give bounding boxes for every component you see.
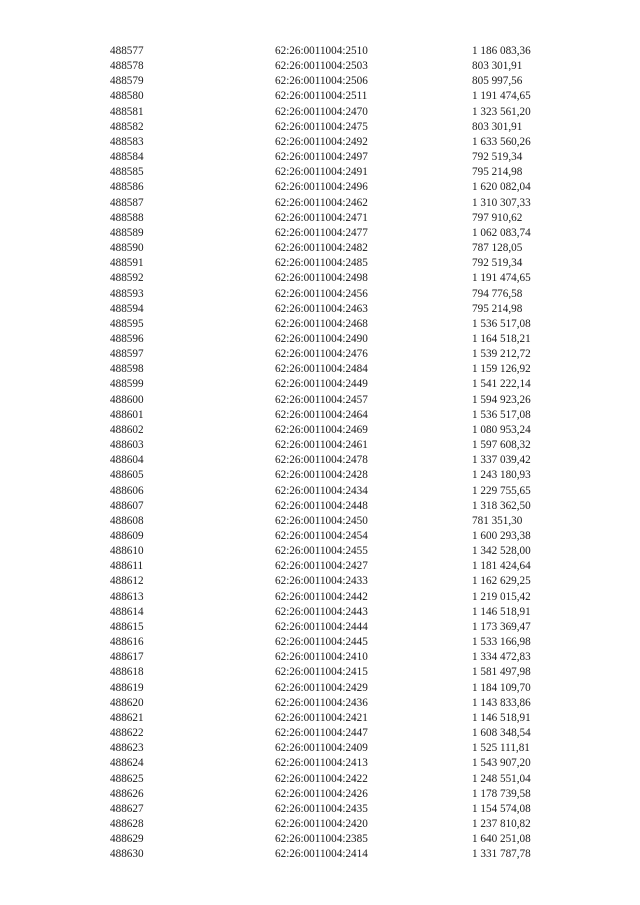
cadastral-value-cell: 1 229 755,65 xyxy=(472,484,531,497)
cadastral-number-cell: 62:26:0011004:2496 xyxy=(275,181,368,194)
cadastral-value-cell: 1 219 015,42 xyxy=(472,590,531,603)
row-number-cell: 488624 xyxy=(110,757,144,770)
cadastral-value-cell: 781 351,30 xyxy=(472,514,523,527)
table-row xyxy=(110,196,592,211)
row-number-cell: 488626 xyxy=(110,787,144,800)
cadastral-value-cell: 1 186 083,36 xyxy=(472,45,531,57)
cadastral-value-cell: 1 536 517,08 xyxy=(472,408,531,421)
cadastral-number-cell: 62:26:0011004:2414 xyxy=(275,848,368,861)
cadastral-number-cell: 62:26:0011004:2413 xyxy=(275,757,368,770)
cadastral-value-cell: 1 248 551,04 xyxy=(472,772,531,785)
cadastral-value-cell: 794 776,58 xyxy=(472,287,523,300)
cadastral-value-cell: 1 342 528,00 xyxy=(472,545,531,558)
table-row xyxy=(110,89,592,104)
row-number-cell: 488628 xyxy=(110,817,144,830)
cadastral-number-cell: 62:26:0011004:2433 xyxy=(275,575,368,588)
table-row xyxy=(110,620,592,635)
table-row xyxy=(110,650,592,665)
table-row xyxy=(110,590,592,605)
cadastral-value-cell: 797 910,62 xyxy=(472,211,523,224)
cadastral-value-cell: 1 334 472,83 xyxy=(472,651,531,664)
cadastral-value-cell: 1 184 109,70 xyxy=(472,681,531,694)
cadastral-number-cell: 62:26:0011004:2490 xyxy=(275,332,368,345)
table-row xyxy=(110,741,592,756)
table-row xyxy=(110,468,592,483)
cadastral-number-cell: 62:26:0011004:2461 xyxy=(275,439,368,452)
table-body xyxy=(110,44,592,862)
table-row xyxy=(110,802,592,817)
cadastral-value-cell: 1 154 574,08 xyxy=(472,802,531,815)
cadastral-number-cell: 62:26:0011004:2385 xyxy=(275,833,368,846)
cadastral-number-cell: 62:26:0011004:2476 xyxy=(275,348,368,361)
cadastral-value-cell: 1 633 560,26 xyxy=(472,135,531,148)
cadastral-value-cell: 1 146 518,91 xyxy=(472,605,531,618)
cadastral-number-cell: 62:26:0011004:2485 xyxy=(275,257,368,270)
cadastral-number-cell: 62:26:0011004:2454 xyxy=(275,530,368,542)
cadastral-value-cell: 1 594 923,26 xyxy=(472,393,531,406)
cadastral-number-cell: 62:26:0011004:2475 xyxy=(275,120,368,133)
table-row xyxy=(110,120,592,135)
table-row xyxy=(110,393,592,408)
table-row xyxy=(110,332,592,347)
row-number-cell: 488629 xyxy=(110,833,144,846)
table-row xyxy=(110,711,592,726)
row-number-cell: 488620 xyxy=(110,696,144,709)
cadastral-value-cell: 1 181 424,64 xyxy=(472,560,531,573)
row-number-cell: 488597 xyxy=(110,348,144,361)
row-number-cell: 488619 xyxy=(110,681,144,694)
cadastral-value-cell: 1 146 518,91 xyxy=(472,711,531,724)
cadastral-number-cell: 62:26:0011004:2426 xyxy=(275,787,368,800)
row-number-cell: 488600 xyxy=(110,393,144,406)
cadastral-value-cell: 1 597 608,32 xyxy=(472,439,531,452)
table-row xyxy=(110,635,592,650)
table-row xyxy=(110,605,592,620)
cadastral-number-cell: 62:26:0011004:2420 xyxy=(275,817,368,830)
cadastral-value-cell: 1 237 810,82 xyxy=(472,817,531,830)
table-row xyxy=(110,241,592,256)
cadastral-number-cell: 62:26:0011004:2435 xyxy=(275,802,368,815)
table-row xyxy=(110,423,592,438)
table-row xyxy=(110,681,592,696)
cadastral-value-cell: 1 533 166,98 xyxy=(472,636,531,649)
table-row xyxy=(110,756,592,771)
table-row xyxy=(110,256,592,271)
table-row xyxy=(110,574,592,589)
row-number-cell: 488630 xyxy=(110,848,144,861)
cadastral-value-cell: 792 519,34 xyxy=(472,257,523,270)
cadastral-number-cell: 62:26:0011004:2434 xyxy=(275,484,368,497)
cadastral-number-cell: 62:26:0011004:2503 xyxy=(275,60,368,73)
table-row xyxy=(110,408,592,423)
table-row xyxy=(110,135,592,150)
cadastral-number-cell: 62:26:0011004:2484 xyxy=(275,363,368,376)
cadastral-value-cell: 1 620 082,04 xyxy=(472,181,531,194)
cadastral-number-cell: 62:26:0011004:2492 xyxy=(275,135,368,148)
cadastral-value-cell: 1 337 039,42 xyxy=(472,454,531,467)
cadastral-number-cell: 62:26:0011004:2422 xyxy=(275,772,368,785)
row-number-cell: 488580 xyxy=(110,90,144,103)
cadastral-number-cell: 62:26:0011004:2445 xyxy=(275,636,368,649)
cadastral-value-cell: 1 318 362,50 xyxy=(472,499,531,512)
cadastral-value-cell: 792 519,34 xyxy=(472,151,523,164)
cadastral-value-cell: 1 536 517,08 xyxy=(472,317,531,330)
row-number-cell: 488622 xyxy=(110,727,144,740)
cadastral-value-cell: 1 162 629,25 xyxy=(472,575,531,588)
row-number-cell: 488625 xyxy=(110,772,144,785)
cadastral-number-cell: 62:26:0011004:2443 xyxy=(275,605,368,618)
cadastral-value-cell: 1 191 474,65 xyxy=(472,272,531,285)
table-row xyxy=(110,772,592,787)
table-row xyxy=(110,696,592,711)
table-row xyxy=(110,665,592,680)
row-number-cell: 488587 xyxy=(110,196,144,209)
cadastral-number-cell: 62:26:0011004:2462 xyxy=(275,196,368,209)
cadastral-value-cell: 1 173 369,47 xyxy=(472,620,531,633)
row-number-cell: 488589 xyxy=(110,226,144,239)
row-number-cell: 488605 xyxy=(110,469,144,482)
cadastral-number-cell: 62:26:0011004:2421 xyxy=(275,711,368,724)
cadastral-number-cell: 62:26:0011004:2442 xyxy=(275,590,368,603)
row-number-cell: 488609 xyxy=(110,530,144,542)
row-number-cell: 488606 xyxy=(110,484,144,497)
row-number-cell: 488596 xyxy=(110,332,144,345)
cadastral-value-cell: 805 997,56 xyxy=(472,75,523,88)
cadastral-value-cell: 1 331 787,78 xyxy=(472,848,531,861)
row-number-cell: 488603 xyxy=(110,439,144,452)
row-number-cell: 488585 xyxy=(110,166,144,179)
cadastral-number-cell: 62:26:0011004:2478 xyxy=(275,454,368,467)
cadastral-number-cell: 62:26:0011004:2469 xyxy=(275,423,368,436)
table-row xyxy=(110,165,592,180)
row-number-cell: 488615 xyxy=(110,620,144,633)
row-number-cell: 488586 xyxy=(110,181,144,194)
table-row xyxy=(110,499,592,514)
cadastral-value-cell: 1 543 907,20 xyxy=(472,757,531,770)
row-number-cell: 488607 xyxy=(110,499,144,512)
cadastral-value-cell: 1 191 474,65 xyxy=(472,90,531,103)
cadastral-value-cell: 1 310 307,33 xyxy=(472,196,531,209)
cadastral-value-cell: 1 080 953,24 xyxy=(472,423,531,436)
cadastral-number-cell: 62:26:0011004:2470 xyxy=(275,105,368,118)
table-row xyxy=(110,211,592,226)
table-row xyxy=(110,105,592,120)
cadastral-number-cell: 62:26:0011004:2498 xyxy=(275,272,368,285)
table-row xyxy=(110,317,592,332)
row-number-cell: 488593 xyxy=(110,287,144,300)
row-number-cell: 488618 xyxy=(110,666,144,679)
table-row xyxy=(110,59,592,74)
cadastral-value-cell: 795 214,98 xyxy=(472,302,523,315)
row-number-cell: 488601 xyxy=(110,408,144,421)
cadastral-value-cell: 1 600 293,38 xyxy=(472,530,531,542)
row-number-cell: 488584 xyxy=(110,151,144,164)
table-row xyxy=(110,44,592,59)
cadastral-number-cell: 62:26:0011004:2482 xyxy=(275,242,368,255)
table-row xyxy=(110,74,592,89)
row-number-cell: 488623 xyxy=(110,742,144,755)
table-row xyxy=(110,817,592,832)
table-row xyxy=(110,514,592,529)
cadastral-value-cell: 1 323 561,20 xyxy=(472,105,531,118)
cadastral-value-cell: 1 143 833,86 xyxy=(472,696,531,709)
row-number-cell: 488627 xyxy=(110,802,144,815)
table-row xyxy=(110,559,592,574)
row-number-cell: 488599 xyxy=(110,378,144,391)
cadastral-value-cell: 1 608 348,54 xyxy=(472,727,531,740)
row-number-cell: 488591 xyxy=(110,257,144,270)
cadastral-number-cell: 62:26:0011004:2444 xyxy=(275,620,368,633)
cadastral-number-cell: 62:26:0011004:2497 xyxy=(275,151,368,164)
cadastral-value-cell: 795 214,98 xyxy=(472,166,523,179)
row-number-cell: 488579 xyxy=(110,75,144,88)
row-number-cell: 488612 xyxy=(110,575,144,588)
row-number-cell: 488592 xyxy=(110,272,144,285)
cadastral-number-cell: 62:26:0011004:2471 xyxy=(275,211,368,224)
row-number-cell: 488582 xyxy=(110,120,144,133)
row-number-cell: 488583 xyxy=(110,135,144,148)
cadastral-number-cell: 62:26:0011004:2455 xyxy=(275,545,368,558)
table-row xyxy=(110,484,592,499)
row-number-cell: 488577 xyxy=(110,45,144,57)
cadastral-number-cell: 62:26:0011004:2468 xyxy=(275,317,368,330)
row-number-cell: 488590 xyxy=(110,242,144,255)
table-row xyxy=(110,287,592,302)
row-number-cell: 488602 xyxy=(110,423,144,436)
table-row xyxy=(110,847,592,862)
cadastral-number-cell: 62:26:0011004:2436 xyxy=(275,696,368,709)
table-row xyxy=(110,347,592,362)
row-number-cell: 488598 xyxy=(110,363,144,376)
cadastral-value-cell: 1 541 222,14 xyxy=(472,378,531,391)
table-row xyxy=(110,438,592,453)
cadastral-number-cell: 62:26:0011004:2463 xyxy=(275,302,368,315)
cadastral-value-cell: 803 301,91 xyxy=(472,60,523,73)
row-number-cell: 488604 xyxy=(110,454,144,467)
table-row xyxy=(110,544,592,559)
cadastral-value-cell: 1 581 497,98 xyxy=(472,666,531,679)
row-number-cell: 488588 xyxy=(110,211,144,224)
cadastral-number-cell: 62:26:0011004:2449 xyxy=(275,378,368,391)
cadastral-value-cell: 1 062 083,74 xyxy=(472,226,531,239)
cadastral-number-cell: 62:26:0011004:2427 xyxy=(275,560,368,573)
cadastral-value-cell: 1 164 518,21 xyxy=(472,332,531,345)
cadastral-number-cell: 62:26:0011004:2429 xyxy=(275,681,368,694)
cadastral-number-cell: 62:26:0011004:2511 xyxy=(275,90,368,103)
cadastral-number-cell: 62:26:0011004:2477 xyxy=(275,226,368,239)
cadastral-value-cell: 1 159 126,92 xyxy=(472,363,531,376)
row-number-cell: 488611 xyxy=(110,560,144,573)
cadastral-number-cell: 62:26:0011004:2491 xyxy=(275,166,368,179)
cadastral-number-cell: 62:26:0011004:2428 xyxy=(275,469,368,482)
cadastral-number-cell: 62:26:0011004:2415 xyxy=(275,666,368,679)
cadastral-value-cell: 787 128,05 xyxy=(472,242,523,255)
cadastral-value-cell: 1 640 251,08 xyxy=(472,833,531,846)
row-number-cell: 488613 xyxy=(110,590,144,603)
cadastral-value-cell: 1 525 111,81 xyxy=(472,742,530,755)
table-row xyxy=(110,271,592,286)
row-number-cell: 488594 xyxy=(110,302,144,315)
table-row xyxy=(110,302,592,317)
cadastral-number-cell: 62:26:0011004:2450 xyxy=(275,514,368,527)
table-row xyxy=(110,180,592,195)
cadastral-number-cell: 62:26:0011004:2410 xyxy=(275,651,368,664)
cadastral-number-cell: 62:26:0011004:2506 xyxy=(275,75,368,88)
cadastral-value-cell: 1 243 180,93 xyxy=(472,469,531,482)
table-row xyxy=(110,377,592,392)
cadastral-number-cell: 62:26:0011004:2409 xyxy=(275,742,368,755)
row-number-cell: 488595 xyxy=(110,317,144,330)
row-number-cell: 488616 xyxy=(110,636,144,649)
cadastral-number-cell: 62:26:0011004:2464 xyxy=(275,408,368,421)
cadastral-number-cell: 62:26:0011004:2510 xyxy=(275,45,368,57)
row-number-cell: 488581 xyxy=(110,105,144,118)
row-number-cell: 488621 xyxy=(110,711,144,724)
cadastral-value-cell: 1 539 212,72 xyxy=(472,348,531,361)
row-number-cell: 488614 xyxy=(110,605,144,618)
cadastral-number-cell: 62:26:0011004:2457 xyxy=(275,393,368,406)
table-row xyxy=(110,150,592,165)
table-row xyxy=(110,787,592,802)
row-number-cell: 488608 xyxy=(110,514,144,527)
table-row xyxy=(110,832,592,847)
row-number-cell: 488578 xyxy=(110,60,144,73)
table-row xyxy=(110,529,592,544)
row-number-cell: 488617 xyxy=(110,651,144,664)
row-number-cell: 488610 xyxy=(110,545,144,558)
table-row xyxy=(110,362,592,377)
table-row xyxy=(110,726,592,741)
cadastral-value-cell: 803 301,91 xyxy=(472,120,523,133)
cadastral-number-cell: 62:26:0011004:2448 xyxy=(275,499,368,512)
cadastral-value-cell: 1 178 739,58 xyxy=(472,787,531,800)
table-row xyxy=(110,453,592,468)
cadastral-value-table xyxy=(110,44,592,862)
table-row xyxy=(110,226,592,241)
cadastral-number-cell: 62:26:0011004:2447 xyxy=(275,727,368,740)
cadastral-number-cell: 62:26:0011004:2456 xyxy=(275,287,368,300)
